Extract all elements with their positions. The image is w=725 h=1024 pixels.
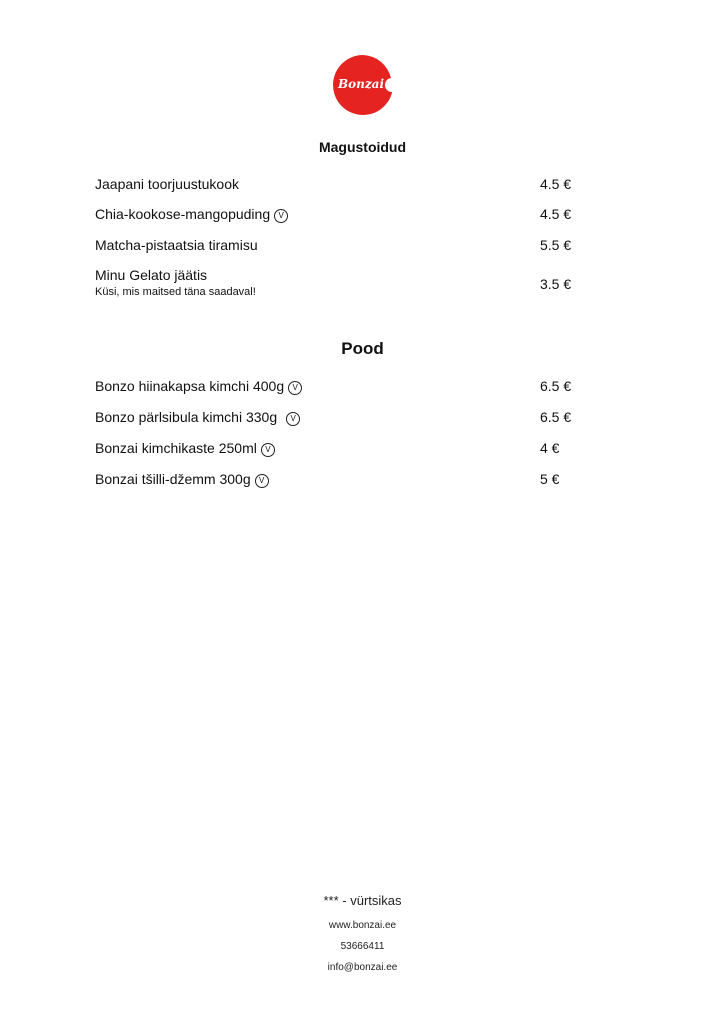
phone-number: 53666411 — [340, 941, 385, 952]
vegan-icon: V — [274, 209, 288, 223]
section-title-magustoidud: Magustoidud — [318, 139, 407, 155]
item-name: Jaapani toorjuustukook — [95, 176, 239, 192]
bonzai-logo — [332, 54, 394, 116]
item-name: Bonzo hiinakapsa kimchi 400g V — [95, 377, 302, 395]
menu-item — [95, 377, 575, 407]
menu-item — [95, 236, 575, 266]
item-name: Bonzo pärlsibula kimchi 330g V — [95, 408, 300, 426]
item-price: 4 € — [540, 440, 560, 456]
website-link[interactable]: www.bonzai.ee — [328, 920, 397, 931]
item-price: 3.5 € — [540, 276, 572, 292]
vegan-icon: V — [286, 412, 300, 426]
menu-item — [95, 408, 575, 438]
vegan-icon: V — [255, 474, 269, 488]
logo-graphic — [332, 54, 394, 116]
item-price: 5 € — [540, 471, 560, 487]
menu-item — [95, 439, 575, 469]
menu-item — [95, 175, 575, 205]
item-name: Bonzai tšilli-džemm 300g V — [95, 470, 269, 488]
item-price: 6.5 € — [540, 409, 572, 425]
item-price: 5.5 € — [540, 237, 572, 253]
vegan-icon: V — [288, 381, 302, 395]
vegan-icon: V — [261, 443, 275, 457]
item-name: Matcha-pistaatsia tiramisu — [95, 237, 258, 253]
menu-item — [95, 205, 575, 235]
item-price: 4.5 € — [540, 176, 572, 192]
item-name: Minu Gelato jäätis — [95, 267, 208, 283]
item-price: 4.5 € — [540, 206, 572, 222]
logo-text: Bonzai — [337, 77, 385, 91]
item-price: 6.5 € — [540, 378, 572, 394]
email-link[interactable]: info@bonzai.ee — [327, 962, 398, 973]
menu-item — [95, 266, 575, 302]
item-note: Küsi, mis maitsed täna saadaval! — [95, 286, 256, 298]
item-name: Chia-kookose-mangopuding V — [95, 205, 288, 223]
item-name: Bonzai kimchikaste 250ml V — [95, 439, 275, 457]
section-title-pood: Pood — [341, 339, 384, 358]
menu-item — [95, 470, 575, 500]
spicy-legend: *** - vürtsikas — [323, 893, 402, 908]
